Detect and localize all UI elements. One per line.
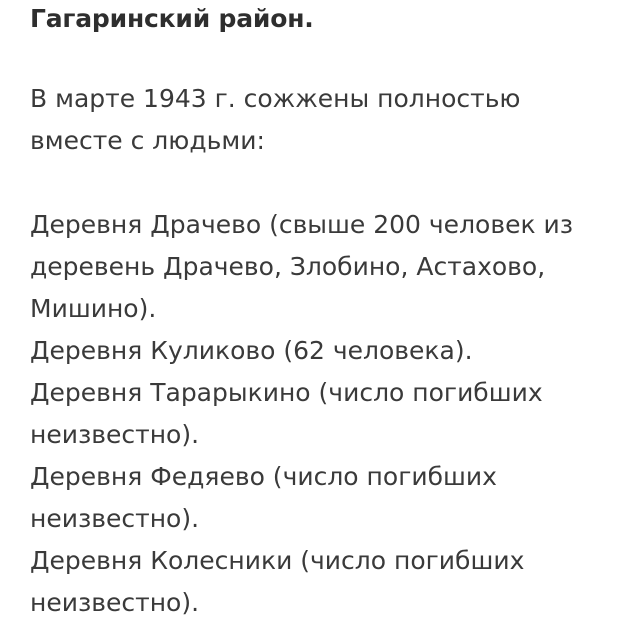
village-list xyxy=(30,204,620,624)
district-title: Гагаринский район. xyxy=(30,4,314,33)
village-item-dracheve: Деревня Драчево (свыше 200 человек из деревень Драчево, Злобино, Астахово, Мишино). xyxy=(30,210,574,323)
intro-paragraph: В марте 1943 г. сожжены полностью вместе с людьми: xyxy=(30,84,521,155)
village-item-kulikovo: Деревня Куликово (62 человека). xyxy=(30,336,473,365)
village-item-kolesniki: Деревня Колесники (число погибших неизвестно). xyxy=(30,546,525,617)
document-body xyxy=(30,0,620,624)
village-item-tararykino: Деревня Тарарыкино (число погибших неизвестно). xyxy=(30,378,543,449)
village-item-fedyaevo: Деревня Федяево (число погибших неизвестно). xyxy=(30,462,497,533)
